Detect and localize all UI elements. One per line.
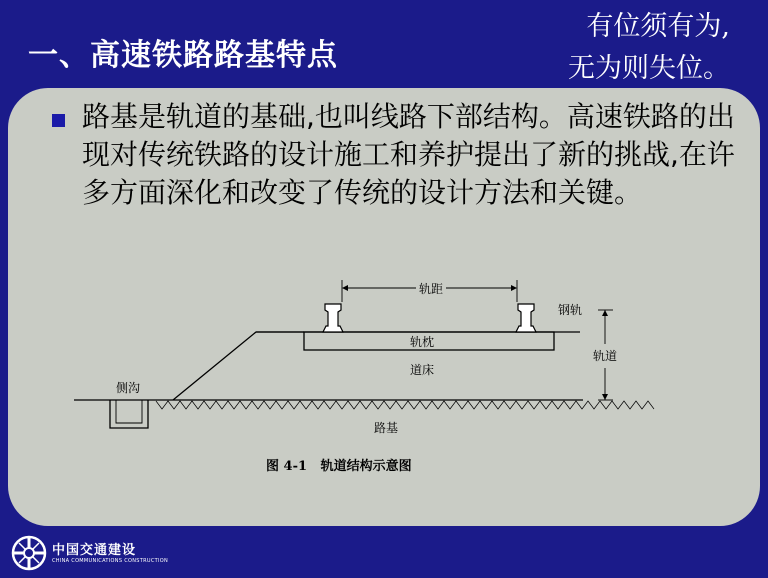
label-subgrade: 路基	[373, 421, 399, 435]
track-dim-arrow-bottom	[602, 394, 608, 400]
gauge-arrow-left	[342, 285, 348, 291]
footer-company-en: CHINA COMMUNICATIONS CONSTRUCTION	[52, 558, 169, 564]
ccc-logo-icon	[10, 534, 48, 572]
label-gauge: 轨距	[418, 282, 444, 296]
label-rail: 钢轨	[558, 303, 583, 317]
motto-line-2: 无为则失位。	[568, 53, 730, 84]
bullet-square-icon	[52, 114, 65, 127]
footer-company-cn: 中国交通建设	[52, 543, 137, 558]
diagram-caption: 图 4-1 轨道结构示意图	[266, 459, 412, 474]
track-dim-arrow-top	[602, 310, 608, 316]
motto-line-1: 有位须有为,	[586, 11, 730, 42]
gauge-arrow-right	[511, 285, 517, 291]
body-paragraph: 路基是轨道的基础,也叫线路下部结构。高速铁路的出现对传统铁路的设计施工和养护提出了新的挑战,在许多方面深化和改变了传统的设计方法和关键。	[82, 100, 735, 209]
rail-left	[323, 304, 343, 332]
rail-right	[516, 304, 536, 332]
motto	[568, 6, 730, 90]
label-sleeper: 轨枕	[409, 335, 435, 349]
label-ballast: 道床	[409, 363, 435, 377]
ground-hatching	[156, 401, 654, 409]
embankment-outline	[173, 332, 304, 400]
content-panel	[8, 88, 760, 526]
track-structure-diagram	[68, 270, 618, 500]
label-ditch: 侧沟	[116, 381, 141, 395]
label-track: 轨道	[592, 349, 618, 363]
slide-title: 一、高速铁路路基特点	[28, 38, 338, 73]
side-ditch-inner	[116, 400, 142, 423]
